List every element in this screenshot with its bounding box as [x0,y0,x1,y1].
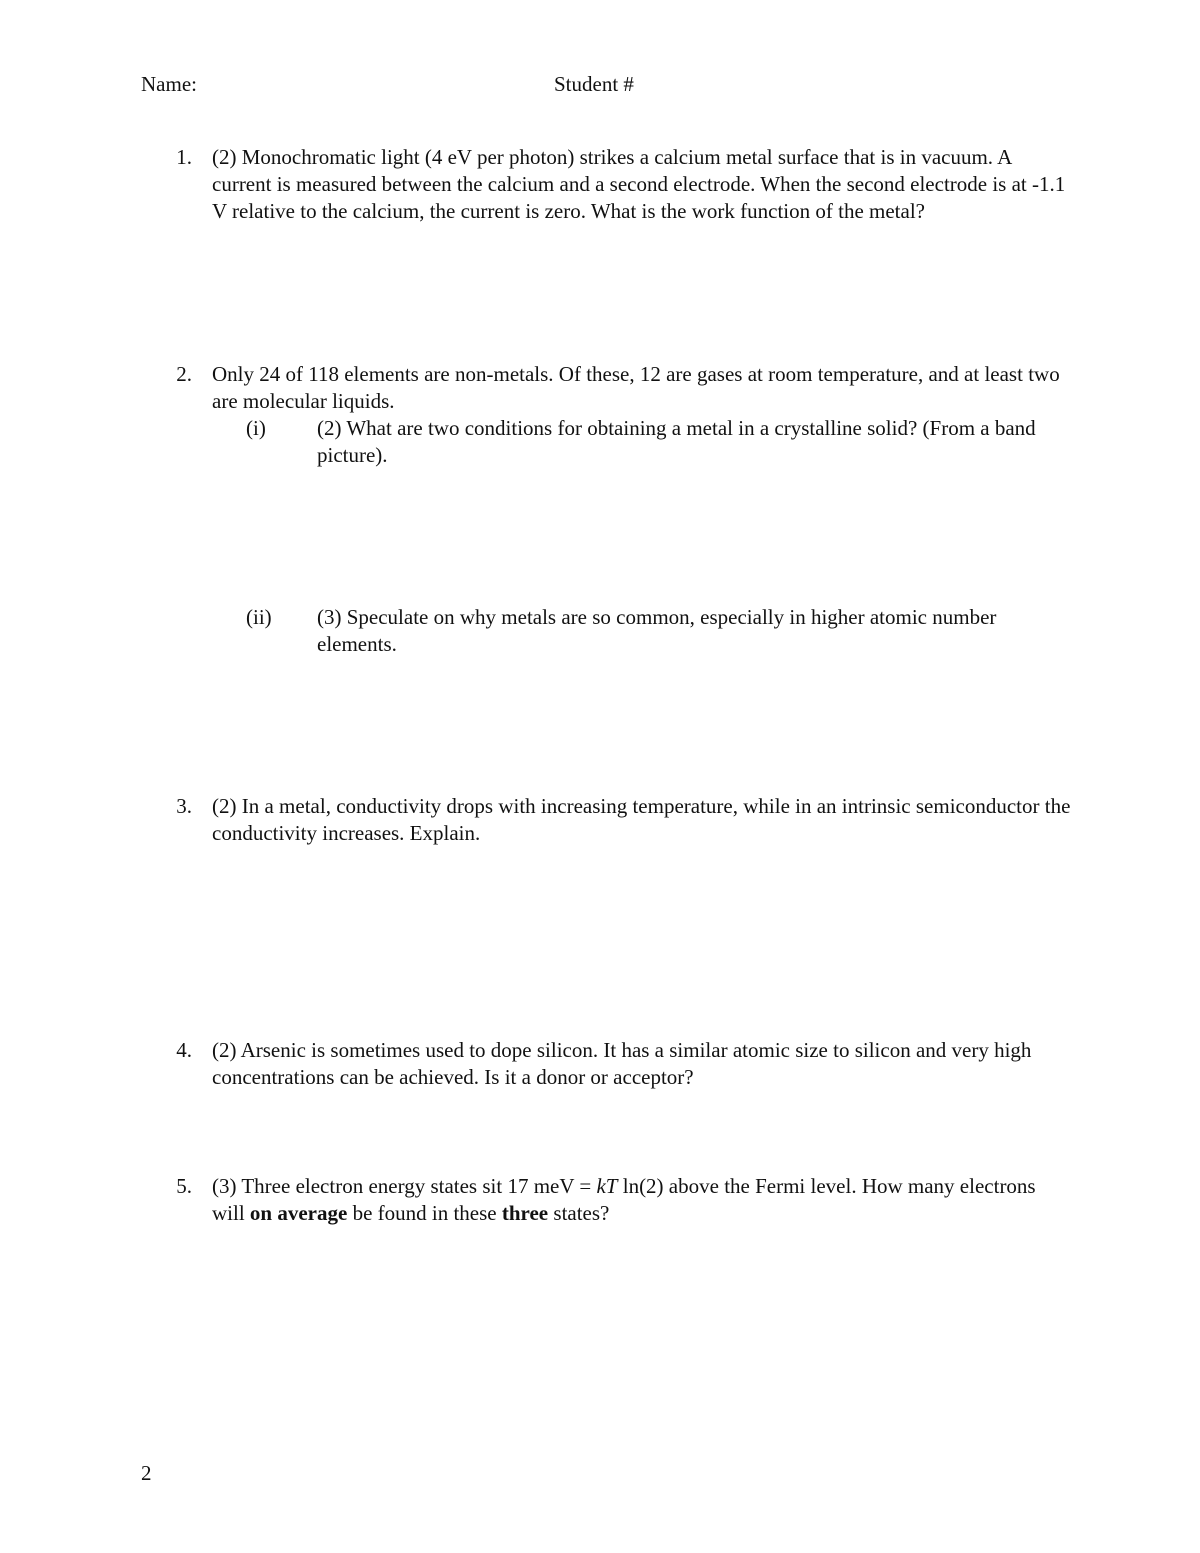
text-segment: states? [548,1201,610,1225]
question-text: (2) Arsenic is sometimes used to dope silicon. It has a similar atomic size to silicon and very high concentrations can be achieved. Is it a donor or acceptor? [212,1038,1032,1089]
emphasis-three: three [501,1201,549,1225]
question-number: 3. [176,794,192,818]
student-number-label: Student # [554,72,634,96]
question-text: (2) Monochromatic light (4 eV per photon) strikes a calcium metal surface that is in vacuum. A current is measured between the calcium and a second electrode. When the second electrode is at -1.1 V relative to the calcium, the current is zero. What is the work function of the metal? [212,145,1066,223]
question-number: 5. [176,1174,192,1198]
text-segment: ln(2) above the Fermi level. How many electrons will [212,1174,1036,1225]
part-text: (3) Speculate on why metals are so common, especially in higher atomic number elements. [317,605,997,656]
part-text: (2) What are two conditions for obtaining a metal in a crystalline solid? (From a band picture). [317,416,1036,467]
kt-symbol: kT [596,1174,618,1198]
part-label: (ii) [246,605,272,629]
question-text: Only 24 of 118 elements are non-metals. Of these, 12 are gases at room temperature, and at least two are molecular liquids. [212,362,1060,413]
question-number: 2. [176,362,192,386]
text-segment: be found in these [347,1201,502,1225]
question-text: (2) In a metal, conductivity drops with increasing temperature, while in an intrinsic semiconductor the conductivity increases. Explain. [212,794,1071,845]
question-text [212,1173,1072,1227]
emphasis-on-average: on average [249,1201,348,1225]
name-label: Name: [141,72,197,96]
part-label: (i) [246,416,266,440]
text-segment: (3) Three electron energy states sit 17 meV = [212,1174,597,1198]
question-number: 4. [176,1038,192,1062]
question-number: 1. [176,145,192,169]
page-number: 2 [141,1461,152,1485]
